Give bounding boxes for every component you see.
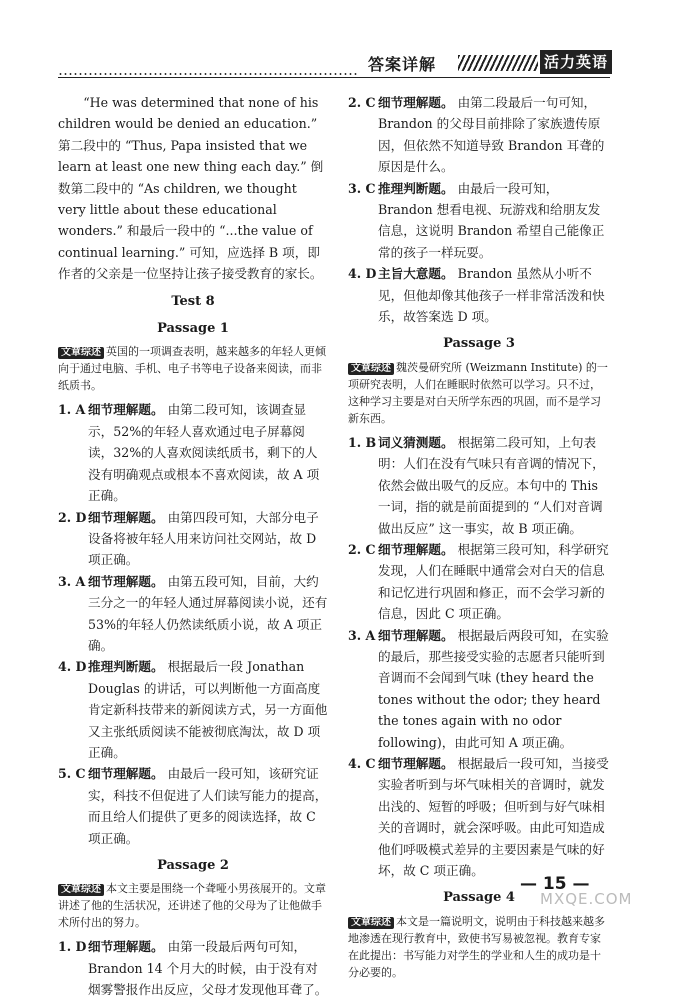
- answer-item: 4. D 主旨大意题。 Brandon 虽然从小听不见，但他却像其他孩子一样非常活泼和快乐，故答案选 D 项。: [348, 266, 605, 325]
- page-number: — 15 —: [520, 874, 590, 894]
- summary-tag: 文章综述: [348, 917, 394, 929]
- answer-item: 4. C 细节理解题。 根据最后一段可知，当接受实验者听到与坏气味相关的音调时，就发出浅的、短暂的呼吸；但听到与好气味相关的音调时，就会深呼吸。由此可知造成他们呼吸模式差异的主要因素是气味的好坏，故 C 项正确。: [348, 755, 609, 878]
- passage-4-title: Passage 4: [443, 890, 515, 906]
- header-section-title: 答案详解: [368, 55, 437, 74]
- header-stripe-decoration: [458, 55, 538, 71]
- left-column: [58, 92, 328, 1001]
- answer-item: 5. C 细节理解题。 由最后一段可知，该研究证实，科技不但促进了人们读写能力的提高，而且给人们提供了更多的阅读选择，故 C 项正确。: [58, 766, 328, 846]
- header-rule: [58, 77, 610, 78]
- header-book-title: 活力英语: [540, 50, 612, 74]
- answer-item: 2. C 细节理解题。 根据第三段可知，科学研究发现，人们在睡眠中通常会对白天的信息和记忆进行巩固和修正，而不会学习新的信息，因此 C 项正确。: [348, 541, 609, 622]
- watermark: MXQE.COM: [540, 890, 633, 908]
- passage-2-summary: 文章综述 本文主要是围绕一个聋哑小男孩展开的。文章讲述了他的生活状况，还讲述了他的父母为了让他做手术所付出的努力。: [58, 882, 326, 930]
- passage-1-summary: 文章综述 英国的一项调查表明，越来越多的年轻人更倾向于通过电脑、手机、电子书等电子设备来阅读，而非纸质书。: [58, 345, 326, 393]
- passage-3-summary: 文章综述 魏茨曼研究所 (Weizmann Institute) 的一项研究表明，人们在睡眠时依然可以学习。只不过，这种学习主要是对白天所学东西的巩固，而不是学习新东西。: [348, 360, 608, 425]
- answer-item: 3. A 细节理解题。 根据最后两段可知，在实验的最后，那些接受实验的志愿者只能听到音调而不会闻到气味 (they heard the tones without the odor; they heard the tones again with no odor following)，由此可知 A 项正确。: [348, 627, 609, 750]
- header-dotted-rule: [58, 72, 358, 76]
- passage-4-summary: 文章综述 本文是一篇说明文，说明由于科技越来越多地渗透在现行教育中，致使书写易被忽视。教育专家在此提出：书写能力对学生的学业和人生的成功是十分必要的。: [348, 914, 605, 979]
- passage-3-title: Passage 3: [443, 336, 515, 352]
- test-title: Test 8: [171, 293, 215, 309]
- passage-1-title: Passage 1: [157, 321, 229, 337]
- page-header: [58, 50, 610, 78]
- summary-tag: 文章综述: [58, 347, 104, 359]
- answer-item: 3. C 推理判断题。 由最后一段可知，Brandon 想看电视、玩游戏和给朋友发信息，这说明 Brandon 希望自己能像正常的孩子一样玩耍。: [348, 180, 605, 260]
- answer-item: 1. B 词义猜测题。 根据第二段可知，上句表明：人们在没有气味只有音调的情况下，依然会做出吸气的反应。本句中的 This 一词，指的就是前面提到的 “人们对音调做出反应” 这一事实，故 B 项正确。: [348, 434, 605, 536]
- continued-answer-text: “He was determined that none of his children would be denied an education.” 第二段中的 “Thus, Papa insisted that we learn at least one new thing each day.” 倒数第二段中的 “As children, we thought very little about these educational wonders.” 和最后一段中的 “...the value of continual learning.” 可知，应选择 B 项，即作者的父亲是一位坚持让孩子接受教育的家长。: [58, 95, 324, 282]
- answer-item: 4. D 推理判断题。 根据最后一段 Jonathan Douglas 的讲话，可以判断他一方面高度肯定新科技带来的新阅读方式，另一方面他又主张纸质阅读不能被彻底淘汰，故 D 项正确。: [58, 659, 328, 760]
- summary-tag: 文章综述: [58, 884, 104, 896]
- answer-item: 1. D 细节理解题。 由第一段最后两句可知，Brandon 14 个月大的时候，由于没有对烟雾警报作出反应，父母才发现他耳聋了。: [58, 939, 328, 998]
- answer-item: 3. A 细节理解题。 由第五段可知，目前，大约三分之一的年轻人通过屏幕阅读小说，还有 53%的年轻人仍然读纸质小说，故 A 项正确。: [58, 573, 328, 653]
- answer-item: 1. A 细节理解题。 由第二段可知，该调查显示，52%的年轻人喜欢通过电子屏幕阅读，32%的人喜欢阅读纸质书，剩下的人没有明确观点或根本不喜欢阅读，故 A 项正确。: [58, 402, 320, 504]
- right-column: [348, 92, 610, 986]
- passage-2-title: Passage 2: [157, 858, 229, 873]
- answer-item: 2. D 细节理解题。 由第四段可知，大部分电子设备将被年轻人用来访问社交网站，故 D 项正确。: [58, 509, 319, 568]
- answer-item: 2. C 细节理解题。 由第二段最后一句可知，Brandon 的父母目前排除了家族遗传原因，但依然不知道导致 Brandon 耳聋的原因是什么。: [348, 95, 605, 175]
- summary-tag: 文章综述: [348, 363, 394, 375]
